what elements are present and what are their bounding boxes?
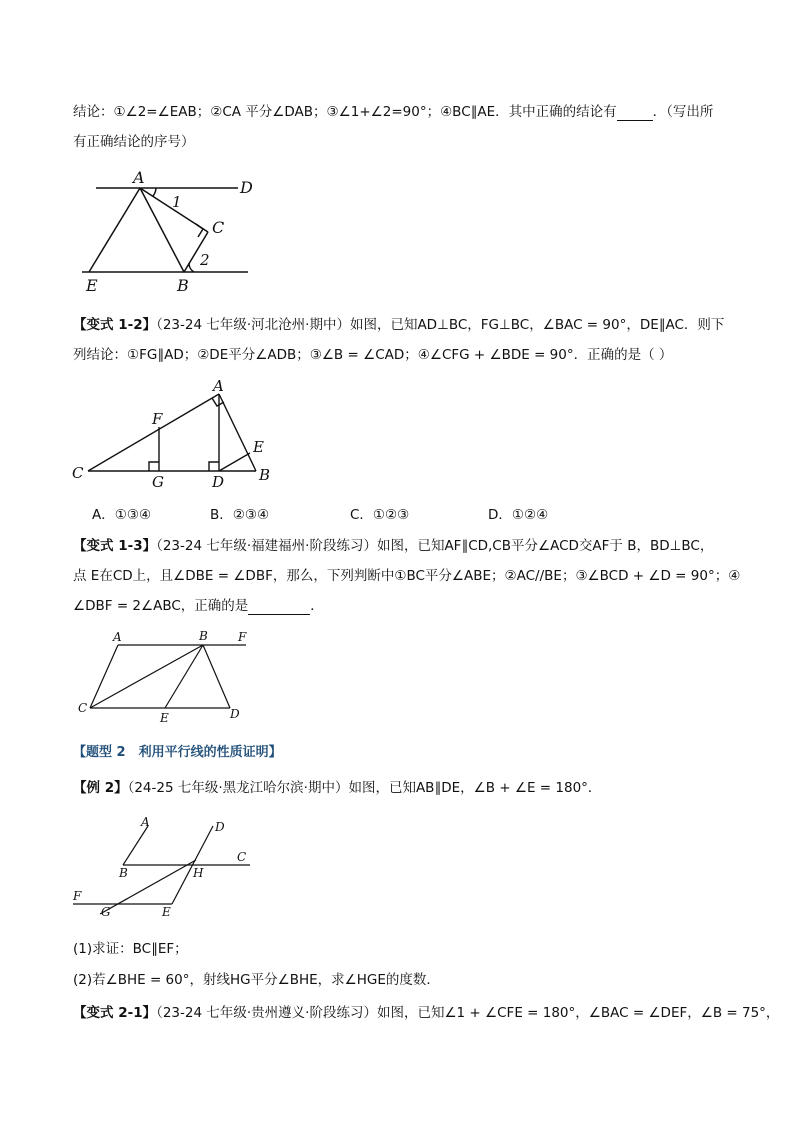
ex2-text: （24-25 七年级·黑龙江哈尔滨·期中）如图，已知AB∥DE，∠B + ∠E = 180°． [127,780,602,796]
v12-option-d: D．①②④ [488,507,549,523]
q1-label-2: 2 [200,251,210,269]
v12-option-b: B．②③④ [210,507,270,523]
v13-line-2: 点 E在CD上，且∠DBE = ∠DBF，那么，下列判断中①BC平分∠ABE；②AC//BE；③∠BCD + ∠D = 90°；④ [73,568,741,584]
v12-label-c: C [72,464,84,482]
v12-option-c: C．①②③ [350,507,410,523]
v12-label-e: E [253,438,264,456]
section-2-title: 【题型 2 利用平行线的性质证明】 [73,745,282,760]
v12-option-a: A．①③④ [92,507,152,523]
v13-label-a: A [113,630,122,644]
v12-label-g: G [152,473,164,491]
v13-label-d: D [230,707,240,721]
q1-text-a: 结论：①∠2=∠EAB；②CA 平分∠DAB；③∠1+∠2=90°；④BC∥AE．其中正确的结论有 [73,104,617,120]
ex2-label-c: C [237,850,247,864]
q1-label-c: C [212,218,225,237]
ex2-label-g: G [101,905,111,919]
v13-text-d: ． [310,598,324,614]
q1-conclusions-line-2: 有正确结论的序号） [73,134,195,150]
v12-label-f: F [152,410,163,428]
ex2-part-2: (2)若∠BHE = 60°，射线HG平分∠BHE，求∠HGE的度数． [73,972,440,988]
v13-label-f: F [238,630,247,644]
ex2-part-1: (1)求证：BC∥EF； [73,941,188,957]
v12-tag: 【变式 1-2】 [73,317,157,333]
q1-text-b: ．（写出所 [652,104,714,120]
q1-label-1: 1 [172,193,182,211]
q1-label-d: D [240,178,253,197]
q1-label-a: A [133,168,145,187]
ex2-tag: 【例 2】 [73,780,128,796]
v13-label-b: B [199,629,208,643]
v12-label-a: A [213,377,224,395]
ex2-label-h: H [193,866,204,880]
v21-line-1 [73,1004,779,1022]
q1-label-e: E [86,276,98,295]
v13-label-c: C [78,701,88,715]
v13-text-a: （23-24 七年级·福建福州·阶段练习）如图，已知AF∥CD,CB平分∠ACD交AF于 B，BD⊥BC， [156,538,714,554]
v21-tag: 【变式 2-1】 [73,1005,157,1021]
ex2-label-b: B [119,866,128,880]
q1-label-b: B [177,276,189,295]
v12-text-a: （23-24 七年级·河北沧州·期中）如图，已知AD⊥BC，FG⊥BC，∠BAC = 90°，DE∥AC．则下 [156,317,725,333]
v13-label-e: E [160,711,169,725]
v13-text-c: ∠DBF = 2∠ABC，正确的是 [73,598,249,614]
v13-tag: 【变式 1-3】 [73,538,157,554]
v12-label-b: B [259,466,271,484]
v12-line-2: 列结论：①FG∥AD；②DE平分∠ADB；③∠B = ∠CAD；④∠CFG + ∠BDE = 90°．正确的是（ ） [73,347,673,363]
ex2-label-d: D [215,820,225,834]
ex2-label-f: F [73,889,82,903]
ex2-label-a: A [141,815,150,829]
v21-text: （23-24 七年级·贵州遵义·阶段练习）如图，已知∠1 + ∠CFE = 180°，∠BAC = ∠DEF，∠B = 75°， [156,1005,780,1021]
ex2-label-e: E [162,905,171,919]
v12-label-d: D [212,473,225,491]
